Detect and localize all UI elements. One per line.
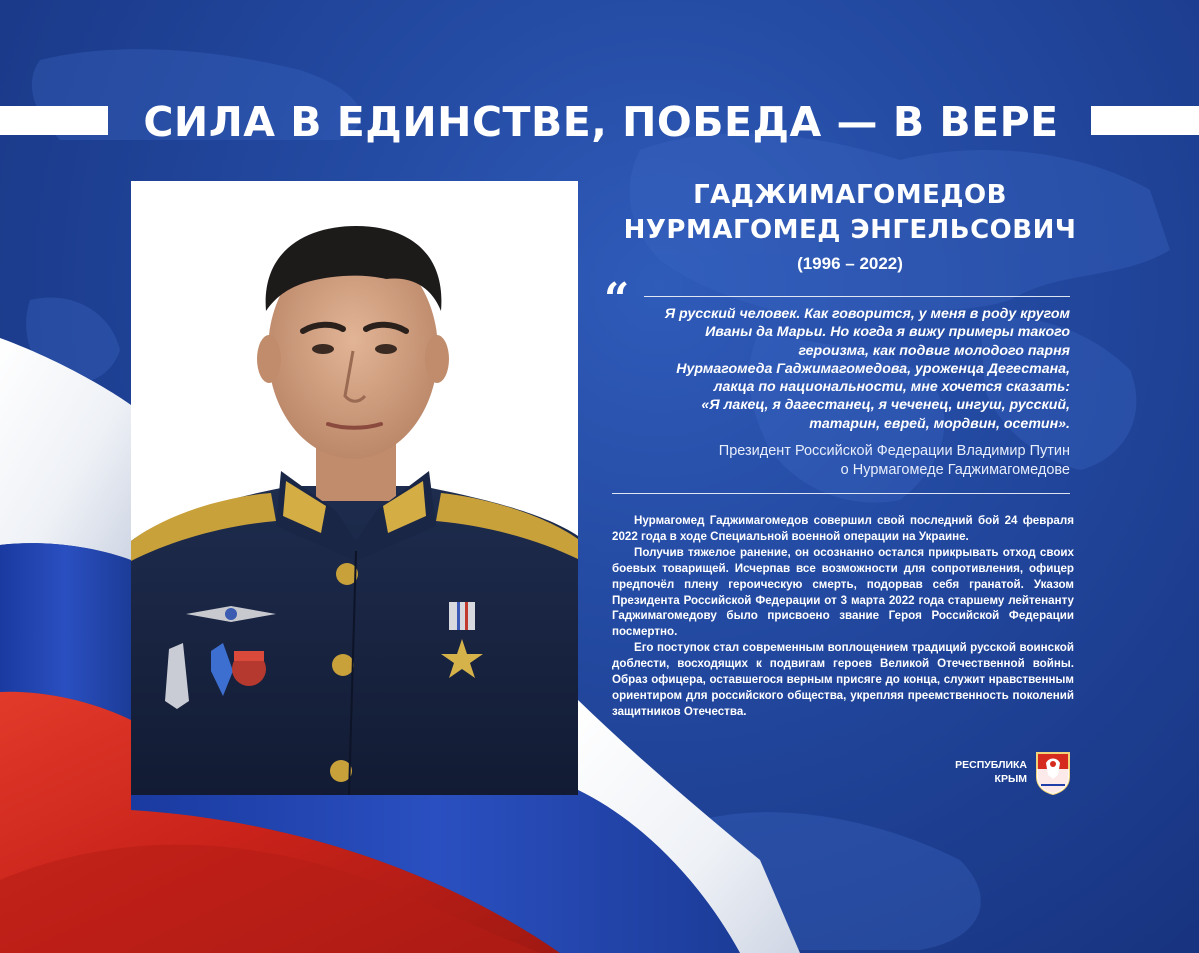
title-bar-left [0,106,108,135]
person-given-names: НУРМАГОМЕД ЭНГЕЛЬСОВИЧ [623,215,1077,245]
portrait-photo [131,181,578,795]
person-surname: ГАДЖИМАГОМЕДОВ [693,180,1007,210]
attribution-line: о Нурмагомеде Гаджимагомедове [840,462,1070,478]
page-title: СИЛА В ЕДИНСТВЕ, ПОБЕДА — В ВЕРЕ [143,98,1059,146]
title-row [0,98,1199,146]
portrait-illustration [131,181,578,795]
quote-line: Я русский человек. Как говорится, у меня в роду кругом [664,306,1070,322]
region-label-line2: КРЫМ [994,773,1027,785]
crimea-coat-of-arms-icon [1033,749,1073,795]
biography-paragraph: Его поступок стал современным воплощением традиций русской воинской доблести, восходящих к подвигам героев Великой Отечественной войны. Образ офицера, оставшегося верным присяге до конца, служит нравственным ориентиром для российского общества, укрепляя преемственность поколений защитников Отечества. [612,641,1074,718]
quote-attribution [600,442,1070,480]
region-label-line1: РЕСПУБЛИКА [955,759,1027,771]
quote-line: Иваны да Марьи. Но когда я вижу примеры такого [705,324,1070,341]
attribution-line: Президент Российской Федерации Владимир Путин [718,443,1070,459]
quote-line: Нурмагомеда Гаджимагомедова, уроженца Дегестана, [676,360,1070,377]
biography-paragraph: Нурмагомед Гаджимагомедов совершил свой последний бой 24 февраля 2022 года в ходе Специальной военной операции на Украине. [612,514,1074,543]
quote-line: героизма, как подвиг молодого парня [798,342,1070,359]
biography-paragraph: Получив тяжелое ранение, он осознанно остался прикрывать отход своих боевых товарищей. Исчерпав все возможности для сопротивления, офицер предпочёл плену героическую смерть, подорвав себя гранатой. Указом Президента Российской Федерации от 3 марта 2022 года старшему лейтенанту Гаджимагомедову было присвоено звание Героя Российской Федерации посмертно. [612,545,1074,639]
biography-text [612,513,1074,720]
quote-bottom-divider [612,493,1070,494]
quote-line: «Я лакец, я дагестанец, я чеченец, ингуш, русский, [701,397,1070,414]
quote-line: татарин, еврей, мордвин, осетин». [809,415,1070,432]
quote-mark-icon: “ [604,274,630,325]
person-years: (1996 – 2022) [797,254,903,273]
quote-line: лакца по национальности, мне хочется сказать: [713,379,1070,396]
quote-top-divider [644,296,1070,297]
quote-text [600,305,1070,433]
region-label [930,758,1027,786]
title-bar-right [1091,106,1199,135]
